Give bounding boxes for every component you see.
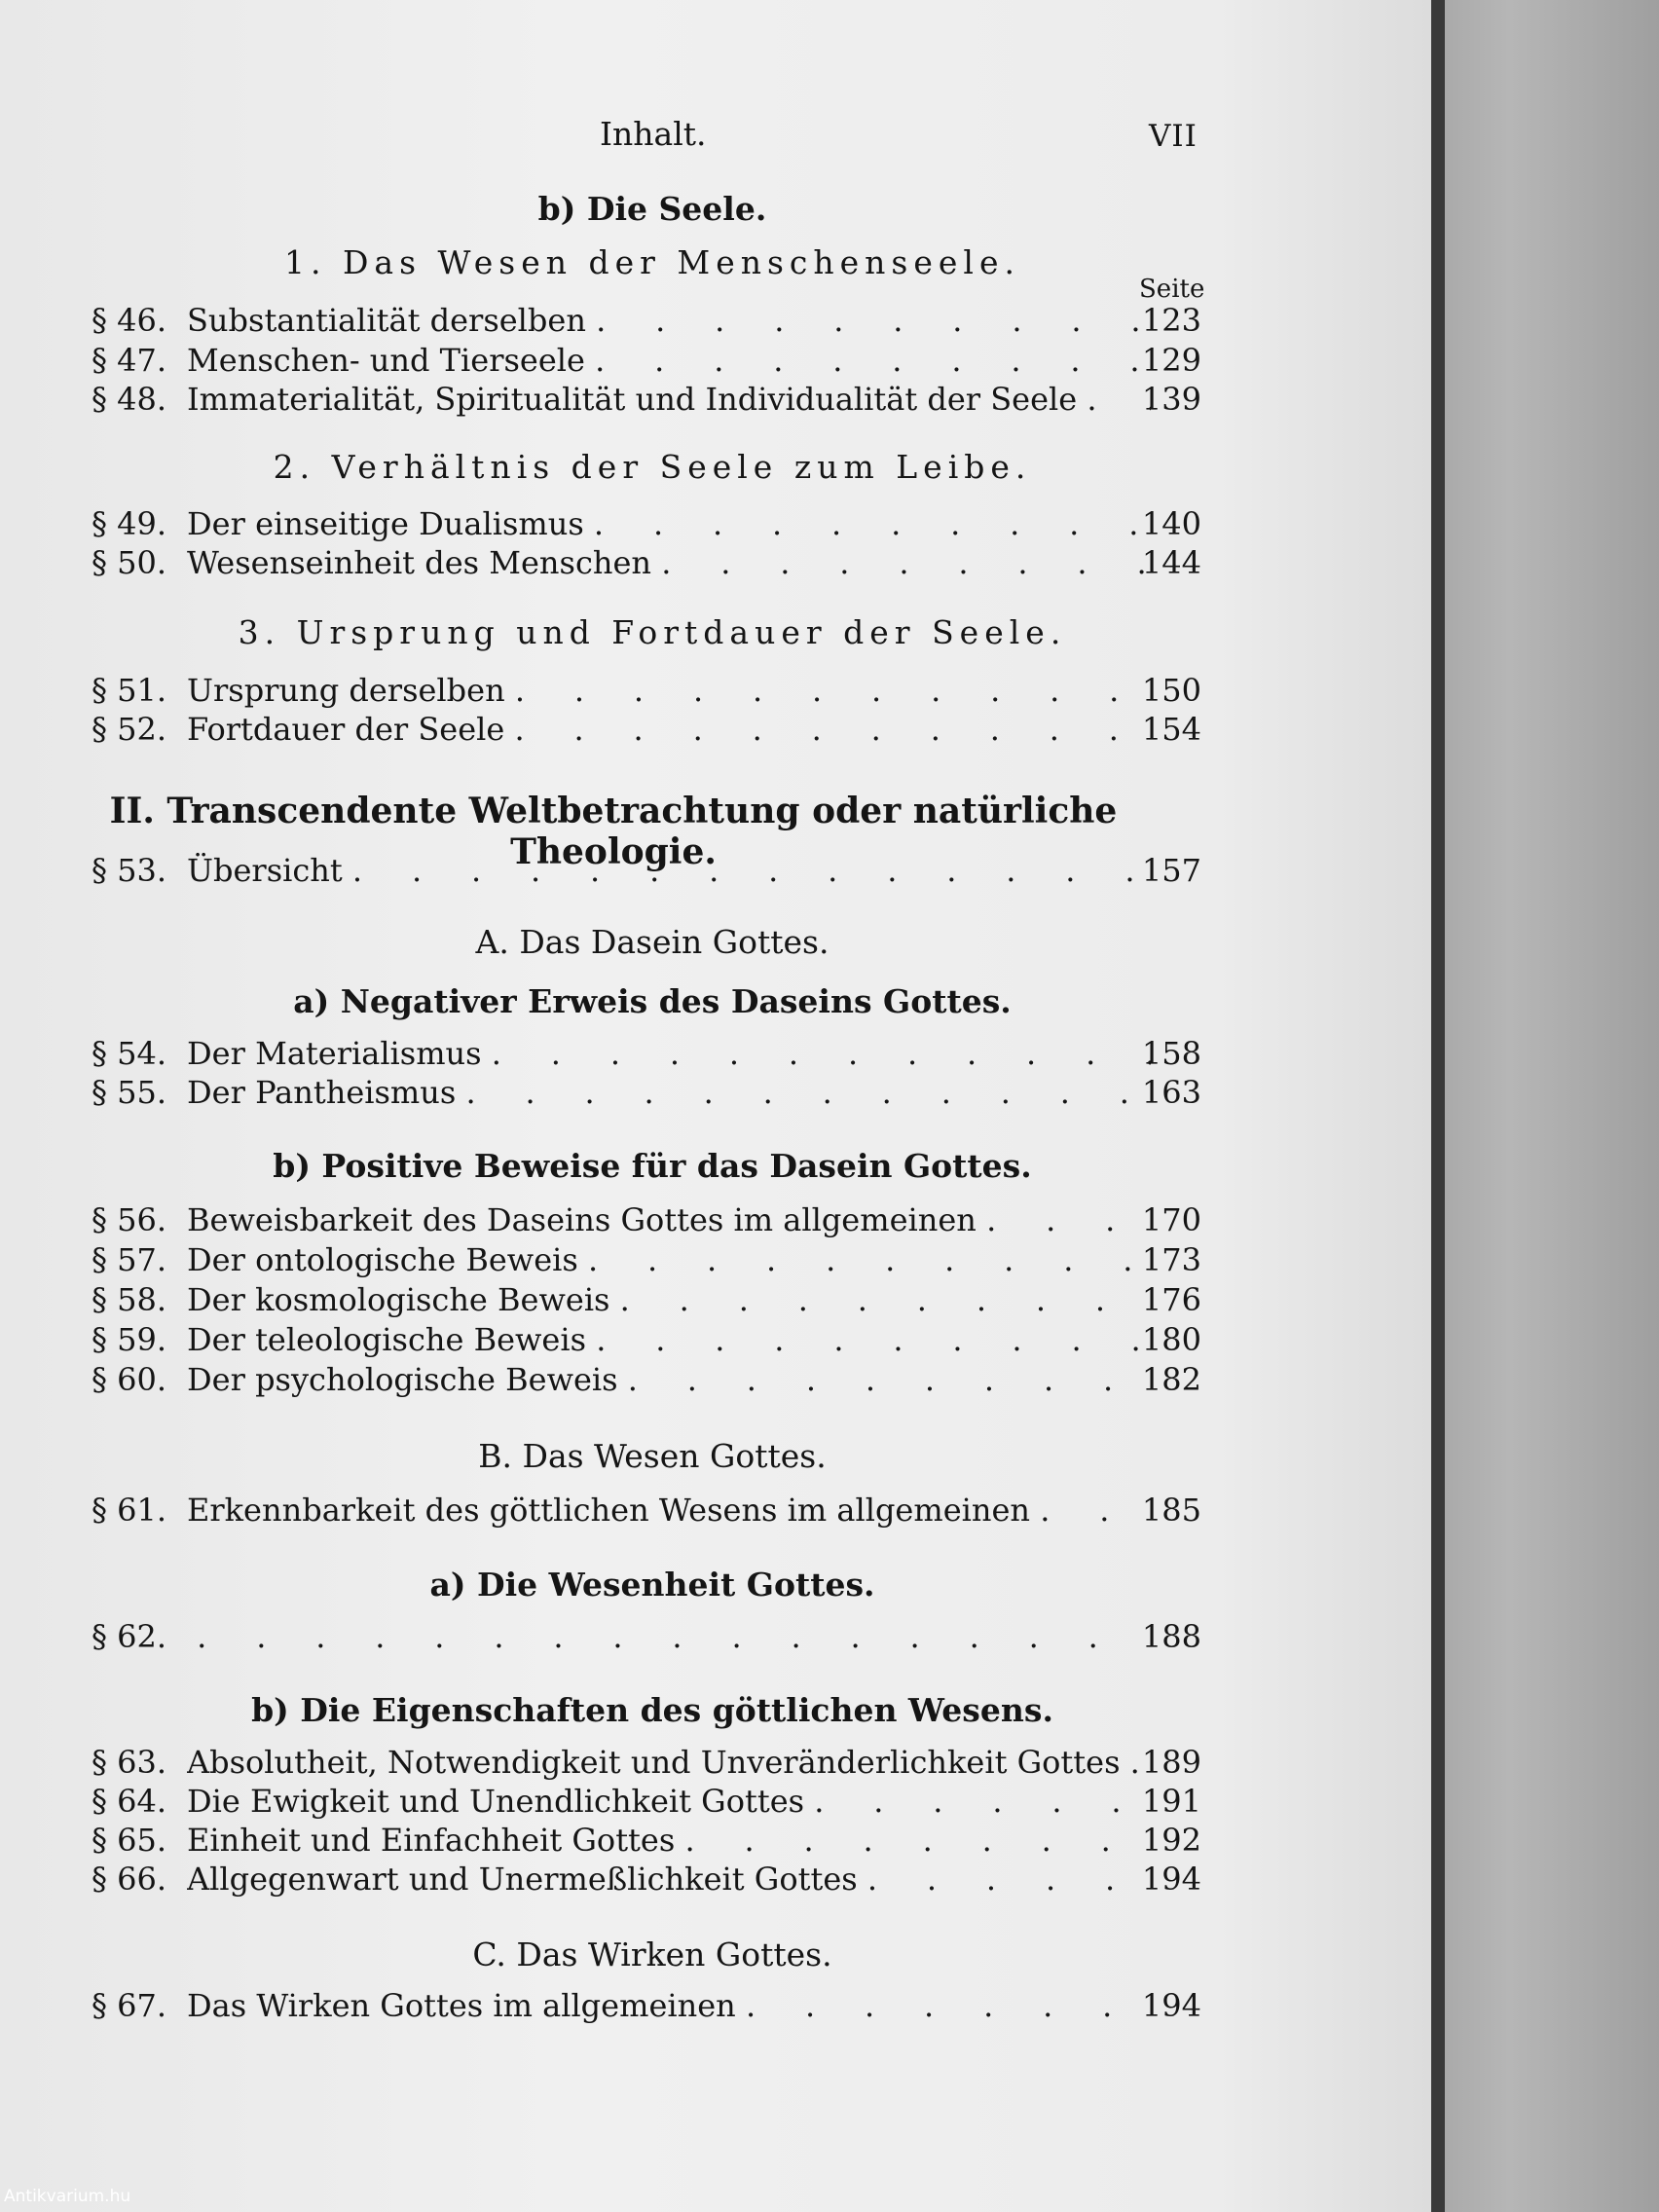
entry-title: Allgegenwart und Unermeßlichkeit Gottes . — [187, 1861, 1151, 1898]
paragraph-number: § 65. — [92, 1822, 167, 1859]
paragraph-number: § 62. — [92, 1618, 167, 1655]
paragraph-number: § 50. — [92, 544, 167, 581]
paragraph-number: § 66. — [92, 1861, 167, 1898]
subsection-heading: 1. Das Wesen der Menschenseele. — [283, 243, 1020, 281]
paragraph-number: § 60. — [92, 1361, 167, 1398]
paragraph-number: § 53. — [92, 852, 167, 889]
section-heading: b) Positive Beweise für das Dasein Gottes. — [273, 1147, 1032, 1185]
toc-entry — [92, 302, 1201, 341]
section-heading: b) Die Seele. — [537, 190, 767, 228]
entry-title — [187, 1618, 1151, 1655]
entry-title: Der Pantheismus . — [187, 1074, 1151, 1111]
entry-title: Immaterialität, Spiritualität und Individualität der Seele . — [187, 381, 1151, 418]
section-heading: a) Die Wesenheit Gottes. — [429, 1566, 875, 1604]
chapter-heading: C. Das Wirken Gottes. — [472, 1936, 832, 1973]
paragraph-number: § 57. — [92, 1241, 167, 1278]
entry-page: 180 — [1141, 1321, 1201, 1358]
paragraph-number: § 48. — [92, 381, 167, 418]
entry-title: Einheit und Einfachheit Gottes . — [187, 1822, 1151, 1859]
chapter-heading: B. Das Wesen Gottes. — [478, 1437, 827, 1475]
paragraph-number: § 55. — [92, 1074, 167, 1111]
toc-entry — [92, 544, 1201, 583]
toc-entry — [92, 1241, 1201, 1280]
toc-entry — [92, 852, 1201, 891]
toc-entry — [92, 505, 1201, 544]
entry-title: Das Wirken Gottes im allgemeinen . — [187, 1987, 1151, 2024]
entry-page: 173 — [1141, 1241, 1201, 1278]
page-number: VII — [1149, 119, 1198, 154]
entry-title: Der psychologische Beweis . — [187, 1361, 1151, 1398]
toc-entry — [92, 381, 1201, 420]
paragraph-number: § 49. — [92, 505, 167, 542]
entry-page: 163 — [1141, 1074, 1201, 1111]
toc-entry — [92, 342, 1201, 381]
toc-entry — [92, 1281, 1201, 1320]
toc-entry — [92, 1035, 1201, 1074]
entry-page: 182 — [1141, 1361, 1201, 1398]
entry-page: 176 — [1141, 1281, 1201, 1318]
entry-title: Der ontologische Beweis . — [187, 1241, 1151, 1278]
entry-title: Substantialität derselben . — [187, 302, 1151, 339]
paragraph-number: § 61. — [92, 1492, 167, 1529]
entry-page: 170 — [1141, 1201, 1201, 1238]
toc-entry — [92, 711, 1201, 750]
paragraph-number: § 59. — [92, 1321, 167, 1358]
entry-page: 157 — [1141, 852, 1201, 889]
paragraph-number: § 51. — [92, 672, 167, 709]
paragraph-number: § 52. — [92, 711, 167, 748]
entry-page: 144 — [1141, 544, 1201, 581]
paragraph-number: § 64. — [92, 1783, 167, 1820]
paragraph-number: § 63. — [92, 1744, 167, 1781]
entry-page: 139 — [1141, 381, 1201, 418]
paragraph-number: § 47. — [92, 342, 167, 379]
watermark: Antikvarium.hu — [4, 2187, 131, 2206]
entry-title: Fortdauer der Seele . — [187, 711, 1151, 748]
toc-entry — [92, 1987, 1201, 2026]
paragraph-number: § 46. — [92, 302, 167, 339]
toc-entry — [92, 672, 1201, 711]
entry-page: 123 — [1141, 302, 1201, 339]
entry-title: Der Materialismus . — [187, 1035, 1151, 1072]
section-heading: a) Negativer Erweis des Daseins Gottes. — [293, 982, 1012, 1020]
toc-entry — [92, 1783, 1201, 1822]
entry-title: Wesenseinheit des Menschen . — [187, 544, 1151, 581]
paragraph-number: § 54. — [92, 1035, 167, 1072]
entry-title: Der kosmologische Beweis . — [187, 1281, 1151, 1318]
entry-page: 150 — [1141, 672, 1201, 709]
paragraph-number: § 67. — [92, 1987, 167, 2024]
toc-entry — [92, 1744, 1201, 1783]
toc-entry — [92, 1201, 1201, 1240]
entry-title: Absolutheit, Notwendigkeit und Unveränderlichkeit Gottes . — [187, 1744, 1151, 1781]
entry-page: 158 — [1141, 1035, 1201, 1072]
subsection-heading: 2. Verhältnis der Seele zum Leibe. — [273, 448, 1032, 486]
part-heading: II. Transcendente Weltbetrachtung oder natürliche Theologie. — [109, 791, 1118, 872]
toc-entry — [92, 1492, 1201, 1530]
chapter-heading: A. Das Dasein Gottes. — [475, 923, 830, 961]
entry-title: Die Ewigkeit und Unendlichkeit Gottes . — [187, 1783, 1151, 1820]
entry-page: 188 — [1141, 1618, 1201, 1655]
entry-title: Der einseitige Dualismus . — [187, 505, 1151, 542]
entry-page: 129 — [1141, 342, 1201, 379]
entry-page: 191 — [1141, 1783, 1201, 1820]
subsection-heading: 3. Ursprung und Fortdauer der Seele. — [238, 613, 1067, 651]
toc-entry — [92, 1321, 1201, 1360]
entry-title: Übersicht . — [187, 852, 1151, 889]
entry-page: 189 — [1141, 1744, 1201, 1781]
page-column-label: Seite — [1139, 275, 1205, 304]
section-heading: b) Die Eigenschaften des göttlichen Wesens. — [251, 1691, 1053, 1729]
toc-entry — [92, 1822, 1201, 1861]
paragraph-number: § 56. — [92, 1201, 167, 1238]
book-cover-board — [1445, 0, 1659, 2212]
running-head: Inhalt. — [600, 115, 707, 153]
page-edge-shadow — [1431, 0, 1445, 2212]
entry-page: 154 — [1141, 711, 1201, 748]
entry-page: 194 — [1141, 1987, 1201, 2024]
entry-title: Menschen- und Tierseele . — [187, 342, 1151, 379]
entry-page: 185 — [1141, 1492, 1201, 1529]
entry-title: Der teleologische Beweis . — [187, 1321, 1151, 1358]
toc-entry — [92, 1361, 1201, 1400]
entry-title: Ursprung derselben . — [187, 672, 1151, 709]
toc-entry — [92, 1861, 1201, 1899]
entry-page: 140 — [1141, 505, 1201, 542]
entry-title: Beweisbarkeit des Daseins Gottes im allgemeinen . — [187, 1201, 1151, 1238]
toc-entry — [92, 1074, 1201, 1113]
paragraph-number: § 58. — [92, 1281, 167, 1318]
entry-title: Erkennbarkeit des göttlichen Wesens im allgemeinen . — [187, 1492, 1151, 1529]
entry-page: 192 — [1141, 1822, 1201, 1859]
entry-page: 194 — [1141, 1861, 1201, 1898]
toc-entry — [92, 1618, 1201, 1657]
